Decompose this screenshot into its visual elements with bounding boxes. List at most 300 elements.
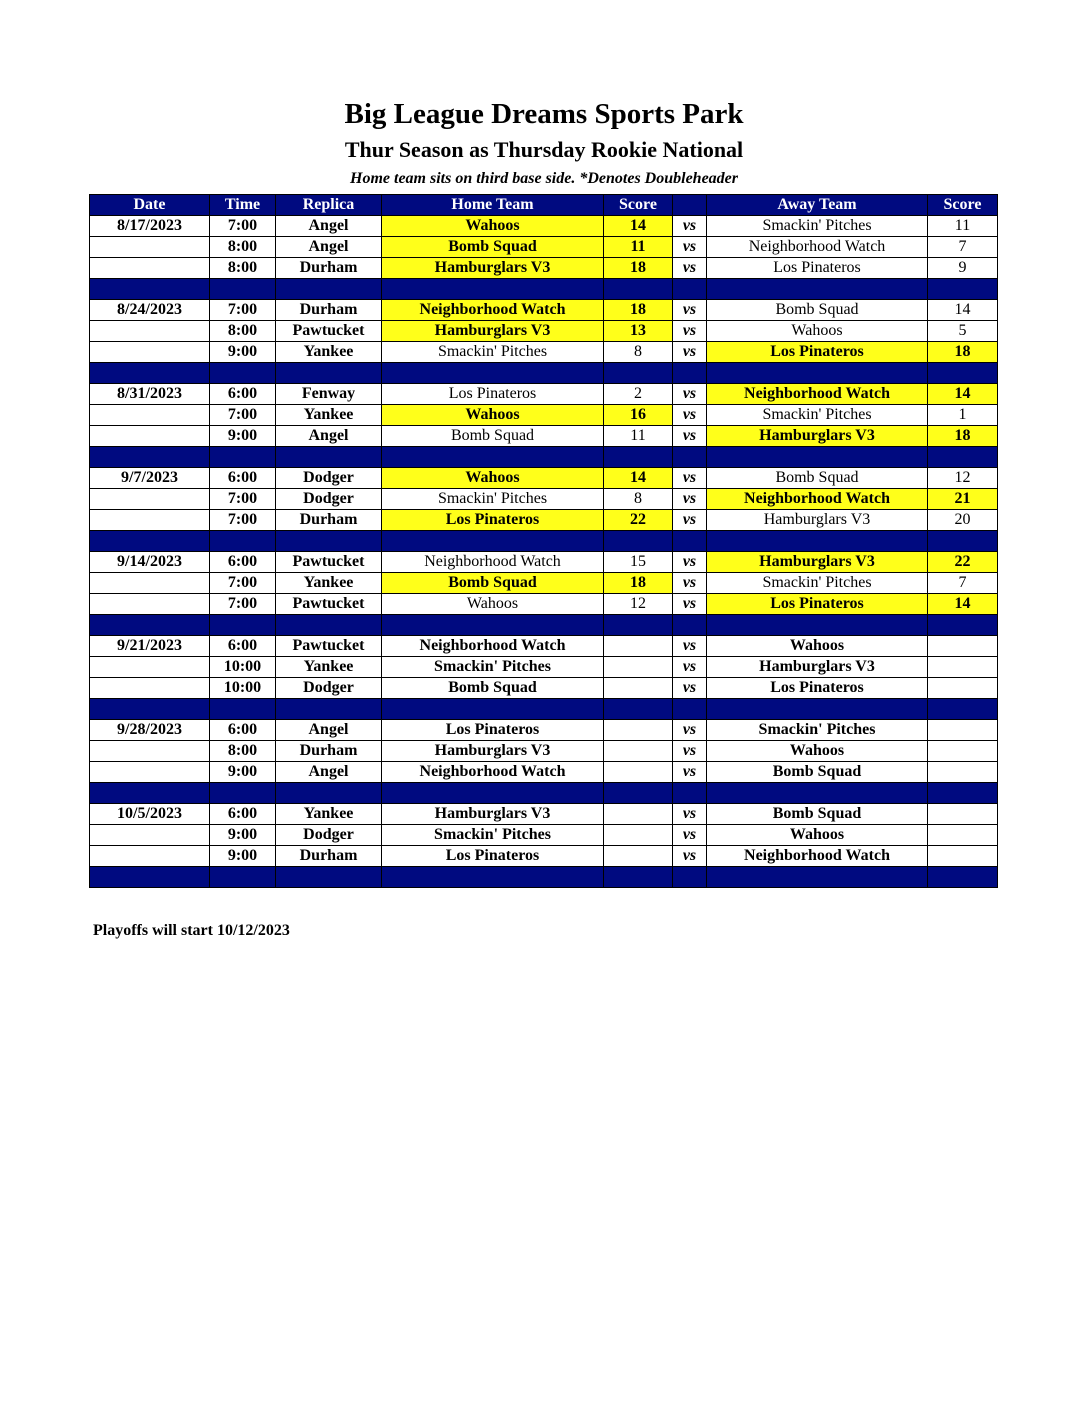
vs-cell: vs (673, 300, 707, 321)
date-cell: 8/24/2023 (90, 300, 210, 321)
time-cell: 7:00 (210, 594, 276, 615)
home-team-cell: Hamburglars V3 (382, 741, 604, 762)
vs-cell: vs (673, 678, 707, 699)
col-vs (673, 195, 707, 216)
date-cell (90, 762, 210, 783)
date-cell (90, 405, 210, 426)
table-row (90, 636, 998, 657)
table-row (90, 825, 998, 846)
vs-cell: vs (673, 468, 707, 489)
table-row (90, 384, 998, 405)
table-row (90, 720, 998, 741)
time-cell: 8:00 (210, 258, 276, 279)
vs-cell: vs (673, 237, 707, 258)
time-cell: 6:00 (210, 720, 276, 741)
away-team-cell: Wahoos (707, 825, 928, 846)
separator-cell (382, 279, 604, 300)
away-team-cell: Smackin' Pitches (707, 216, 928, 237)
separator-cell (276, 447, 382, 468)
away-team-cell: Neighborhood Watch (707, 384, 928, 405)
date-cell (90, 237, 210, 258)
home-score-cell (604, 846, 673, 867)
table-row (90, 426, 998, 447)
separator-cell (928, 783, 998, 804)
separator-cell (928, 447, 998, 468)
date-cell (90, 258, 210, 279)
table-row (90, 258, 998, 279)
date-cell (90, 741, 210, 762)
separator-cell (210, 615, 276, 636)
away-team-cell: Hamburglars V3 (707, 510, 928, 531)
time-cell: 6:00 (210, 384, 276, 405)
separator-cell (210, 531, 276, 552)
away-team-cell: Wahoos (707, 741, 928, 762)
table-row (90, 510, 998, 531)
away-score-cell: 14 (928, 384, 998, 405)
separator-cell (707, 615, 928, 636)
table-row (90, 321, 998, 342)
table-row (90, 468, 998, 489)
away-score-cell (928, 741, 998, 762)
date-cell (90, 825, 210, 846)
separator-cell (707, 699, 928, 720)
separator-cell (673, 867, 707, 888)
separator-cell (90, 783, 210, 804)
separator-cell (382, 615, 604, 636)
separator-cell (673, 447, 707, 468)
vs-cell: vs (673, 342, 707, 363)
home-score-cell: 8 (604, 342, 673, 363)
separator-cell (90, 531, 210, 552)
time-cell: 8:00 (210, 321, 276, 342)
week-separator (90, 867, 998, 888)
separator-cell (210, 279, 276, 300)
time-cell: 9:00 (210, 846, 276, 867)
home-team-cell: Los Pinateros (382, 510, 604, 531)
separator-cell (604, 531, 673, 552)
home-score-cell: 14 (604, 216, 673, 237)
away-score-cell (928, 657, 998, 678)
home-team-cell: Hamburglars V3 (382, 321, 604, 342)
time-cell: 10:00 (210, 657, 276, 678)
away-score-cell: 18 (928, 342, 998, 363)
field-cell: Yankee (276, 657, 382, 678)
home-team-cell: Los Pinateros (382, 384, 604, 405)
vs-cell: vs (673, 825, 707, 846)
vs-cell: vs (673, 657, 707, 678)
table-row (90, 678, 998, 699)
separator-cell (276, 531, 382, 552)
table-row (90, 657, 998, 678)
away-team-cell: Smackin' Pitches (707, 720, 928, 741)
home-score-cell: 18 (604, 573, 673, 594)
time-cell: 7:00 (210, 216, 276, 237)
separator-cell (673, 699, 707, 720)
away-score-cell: 11 (928, 216, 998, 237)
vs-cell: vs (673, 846, 707, 867)
away-score-cell (928, 762, 998, 783)
home-score-cell (604, 678, 673, 699)
home-team-cell: Hamburglars V3 (382, 804, 604, 825)
home-score-cell (604, 636, 673, 657)
away-score-cell (928, 846, 998, 867)
field-cell: Pawtucket (276, 552, 382, 573)
field-cell: Dodger (276, 678, 382, 699)
time-cell: 7:00 (210, 300, 276, 321)
field-cell: Durham (276, 846, 382, 867)
playoffs-note: Playoffs will start 10/12/2023 (93, 922, 290, 939)
col-home-team: Home Team (382, 195, 604, 216)
date-cell (90, 594, 210, 615)
date-cell (90, 489, 210, 510)
away-team-cell: Hamburglars V3 (707, 552, 928, 573)
home-team-cell: Neighborhood Watch (382, 762, 604, 783)
table-row (90, 489, 998, 510)
date-cell: 9/14/2023 (90, 552, 210, 573)
separator-cell (673, 615, 707, 636)
vs-cell: vs (673, 426, 707, 447)
home-team-cell: Wahoos (382, 594, 604, 615)
table-row (90, 846, 998, 867)
table-row (90, 804, 998, 825)
separator-cell (928, 867, 998, 888)
date-cell (90, 678, 210, 699)
week-separator (90, 615, 998, 636)
field-cell: Durham (276, 510, 382, 531)
home-score-cell: 11 (604, 237, 673, 258)
table-row (90, 594, 998, 615)
date-cell: 9/21/2023 (90, 636, 210, 657)
time-cell: 10:00 (210, 678, 276, 699)
field-cell: Durham (276, 741, 382, 762)
separator-cell (90, 279, 210, 300)
separator-cell (707, 531, 928, 552)
field-cell: Angel (276, 720, 382, 741)
time-cell: 7:00 (210, 573, 276, 594)
separator-cell (210, 363, 276, 384)
home-score-cell (604, 741, 673, 762)
separator-cell (276, 783, 382, 804)
away-score-cell: 5 (928, 321, 998, 342)
home-team-cell: Smackin' Pitches (382, 342, 604, 363)
vs-cell: vs (673, 762, 707, 783)
time-cell: 8:00 (210, 741, 276, 762)
date-cell: 9/28/2023 (90, 720, 210, 741)
home-team-cell: Wahoos (382, 468, 604, 489)
table-row (90, 741, 998, 762)
home-team-cell: Smackin' Pitches (382, 825, 604, 846)
separator-cell (928, 279, 998, 300)
home-team-cell: Neighborhood Watch (382, 552, 604, 573)
home-team-cell: Los Pinateros (382, 720, 604, 741)
home-score-cell: 8 (604, 489, 673, 510)
separator-cell (382, 363, 604, 384)
home-score-cell: 16 (604, 405, 673, 426)
vs-cell: vs (673, 720, 707, 741)
field-cell: Angel (276, 762, 382, 783)
separator-cell (90, 447, 210, 468)
home-score-cell: 14 (604, 468, 673, 489)
field-cell: Angel (276, 237, 382, 258)
time-cell: 9:00 (210, 342, 276, 363)
vs-cell: vs (673, 321, 707, 342)
vs-cell: vs (673, 636, 707, 657)
home-score-cell: 15 (604, 552, 673, 573)
time-cell: 9:00 (210, 762, 276, 783)
separator-cell (90, 363, 210, 384)
separator-cell (673, 531, 707, 552)
week-separator (90, 783, 998, 804)
table-row (90, 405, 998, 426)
separator-cell (673, 783, 707, 804)
vs-cell: vs (673, 573, 707, 594)
field-cell: Durham (276, 258, 382, 279)
table-row (90, 216, 998, 237)
home-score-cell: 22 (604, 510, 673, 531)
time-cell: 8:00 (210, 237, 276, 258)
separator-cell (707, 783, 928, 804)
date-cell: 8/17/2023 (90, 216, 210, 237)
home-score-cell: 18 (604, 300, 673, 321)
home-score-cell (604, 657, 673, 678)
separator-cell (928, 363, 998, 384)
separator-cell (382, 699, 604, 720)
home-team-cell: Hamburglars V3 (382, 258, 604, 279)
separator-cell (276, 867, 382, 888)
separator-cell (604, 447, 673, 468)
separator-cell (604, 699, 673, 720)
away-score-cell: 12 (928, 468, 998, 489)
field-cell: Fenway (276, 384, 382, 405)
vs-cell: vs (673, 552, 707, 573)
week-separator (90, 699, 998, 720)
separator-cell (276, 279, 382, 300)
home-team-cell: Wahoos (382, 216, 604, 237)
away-score-cell (928, 720, 998, 741)
away-team-cell: Hamburglars V3 (707, 426, 928, 447)
away-team-cell: Neighborhood Watch (707, 489, 928, 510)
home-team-cell: Bomb Squad (382, 426, 604, 447)
home-team-cell: Smackin' Pitches (382, 489, 604, 510)
vs-cell: vs (673, 216, 707, 237)
away-team-cell: Bomb Squad (707, 468, 928, 489)
separator-cell (276, 615, 382, 636)
separator-cell (382, 783, 604, 804)
field-cell: Angel (276, 216, 382, 237)
home-score-cell (604, 825, 673, 846)
field-cell: Yankee (276, 804, 382, 825)
vs-cell: vs (673, 405, 707, 426)
away-team-cell: Smackin' Pitches (707, 573, 928, 594)
separator-cell (210, 867, 276, 888)
separator-cell (673, 279, 707, 300)
home-score-cell (604, 720, 673, 741)
separator-cell (90, 615, 210, 636)
separator-cell (382, 447, 604, 468)
away-team-cell: Wahoos (707, 636, 928, 657)
field-cell: Pawtucket (276, 321, 382, 342)
week-separator (90, 531, 998, 552)
separator-cell (210, 699, 276, 720)
home-score-cell: 2 (604, 384, 673, 405)
separator-cell (604, 615, 673, 636)
time-cell: 7:00 (210, 489, 276, 510)
home-score-cell: 13 (604, 321, 673, 342)
away-team-cell: Los Pinateros (707, 678, 928, 699)
separator-cell (604, 363, 673, 384)
away-team-cell: Neighborhood Watch (707, 846, 928, 867)
col-date: Date (90, 195, 210, 216)
field-cell: Yankee (276, 405, 382, 426)
away-score-cell: 22 (928, 552, 998, 573)
away-score-cell (928, 636, 998, 657)
date-cell: 9/7/2023 (90, 468, 210, 489)
home-team-cell: Wahoos (382, 405, 604, 426)
away-score-cell: 14 (928, 594, 998, 615)
time-cell: 9:00 (210, 825, 276, 846)
time-cell: 6:00 (210, 804, 276, 825)
home-score-cell (604, 762, 673, 783)
table-row (90, 237, 998, 258)
away-score-cell: 7 (928, 237, 998, 258)
time-cell: 6:00 (210, 552, 276, 573)
header-row (90, 195, 998, 216)
separator-cell (90, 699, 210, 720)
separator-cell (673, 363, 707, 384)
time-cell: 9:00 (210, 426, 276, 447)
home-team-cell: Smackin' Pitches (382, 657, 604, 678)
away-score-cell (928, 825, 998, 846)
table-row (90, 342, 998, 363)
separator-cell (276, 699, 382, 720)
away-team-cell: Hamburglars V3 (707, 657, 928, 678)
field-cell: Yankee (276, 573, 382, 594)
vs-cell: vs (673, 258, 707, 279)
week-separator (90, 279, 998, 300)
col-away-score: Score (928, 195, 998, 216)
col-time: Time (210, 195, 276, 216)
home-team-cell: Neighborhood Watch (382, 300, 604, 321)
vs-cell: vs (673, 510, 707, 531)
separator-cell (604, 867, 673, 888)
date-cell: 8/31/2023 (90, 384, 210, 405)
away-score-cell: 20 (928, 510, 998, 531)
table-row (90, 573, 998, 594)
home-score-cell: 12 (604, 594, 673, 615)
away-score-cell: 18 (928, 426, 998, 447)
away-score-cell (928, 804, 998, 825)
time-cell: 6:00 (210, 468, 276, 489)
separator-cell (707, 867, 928, 888)
separator-cell (210, 447, 276, 468)
date-cell (90, 426, 210, 447)
date-cell (90, 342, 210, 363)
home-team-cell: Los Pinateros (382, 846, 604, 867)
vs-cell: vs (673, 384, 707, 405)
home-score-cell (604, 804, 673, 825)
page-title: Big League Dreams Sports Park (344, 98, 744, 130)
field-cell: Angel (276, 426, 382, 447)
col-replica: Replica (276, 195, 382, 216)
separator-cell (604, 783, 673, 804)
table-row (90, 762, 998, 783)
away-score-cell: 14 (928, 300, 998, 321)
home-score-cell: 11 (604, 426, 673, 447)
home-team-cell: Neighborhood Watch (382, 636, 604, 657)
home-team-cell: Bomb Squad (382, 678, 604, 699)
separator-cell (604, 279, 673, 300)
vs-cell: vs (673, 741, 707, 762)
field-cell: Pawtucket (276, 636, 382, 657)
separator-cell (210, 783, 276, 804)
field-cell: Dodger (276, 468, 382, 489)
date-cell: 10/5/2023 (90, 804, 210, 825)
week-separator (90, 447, 998, 468)
date-cell (90, 510, 210, 531)
time-cell: 7:00 (210, 510, 276, 531)
field-cell: Pawtucket (276, 594, 382, 615)
separator-cell (928, 699, 998, 720)
away-score-cell: 7 (928, 573, 998, 594)
home-team-cell: Bomb Squad (382, 573, 604, 594)
away-score-cell (928, 678, 998, 699)
date-cell (90, 321, 210, 342)
away-team-cell: Los Pinateros (707, 342, 928, 363)
schedule-note: Home team sits on third base side. *Denotes Doubleheader (350, 170, 738, 187)
table-row (90, 300, 998, 321)
away-team-cell: Bomb Squad (707, 300, 928, 321)
field-cell: Dodger (276, 489, 382, 510)
separator-cell (928, 615, 998, 636)
separator-cell (707, 447, 928, 468)
away-score-cell: 1 (928, 405, 998, 426)
field-cell: Durham (276, 300, 382, 321)
vs-cell: vs (673, 804, 707, 825)
separator-cell (382, 531, 604, 552)
field-cell: Dodger (276, 825, 382, 846)
away-team-cell: Los Pinateros (707, 594, 928, 615)
separator-cell (707, 279, 928, 300)
vs-cell: vs (673, 489, 707, 510)
away-score-cell: 9 (928, 258, 998, 279)
away-score-cell: 21 (928, 489, 998, 510)
separator-cell (276, 363, 382, 384)
field-cell: Yankee (276, 342, 382, 363)
time-cell: 7:00 (210, 405, 276, 426)
home-team-cell: Bomb Squad (382, 237, 604, 258)
page-subtitle: Thur Season as Thursday Rookie National (344, 137, 744, 162)
table-row (90, 552, 998, 573)
separator-cell (928, 531, 998, 552)
date-cell (90, 846, 210, 867)
week-separator (90, 363, 998, 384)
schedule-table (89, 194, 998, 888)
away-team-cell: Bomb Squad (707, 804, 928, 825)
away-team-cell: Bomb Squad (707, 762, 928, 783)
date-cell (90, 657, 210, 678)
time-cell: 6:00 (210, 636, 276, 657)
date-cell (90, 573, 210, 594)
separator-cell (382, 867, 604, 888)
away-team-cell: Smackin' Pitches (707, 405, 928, 426)
col-away-team: Away Team (707, 195, 928, 216)
home-score-cell: 18 (604, 258, 673, 279)
away-team-cell: Wahoos (707, 321, 928, 342)
vs-cell: vs (673, 594, 707, 615)
separator-cell (90, 867, 210, 888)
separator-cell (707, 363, 928, 384)
away-team-cell: Neighborhood Watch (707, 237, 928, 258)
